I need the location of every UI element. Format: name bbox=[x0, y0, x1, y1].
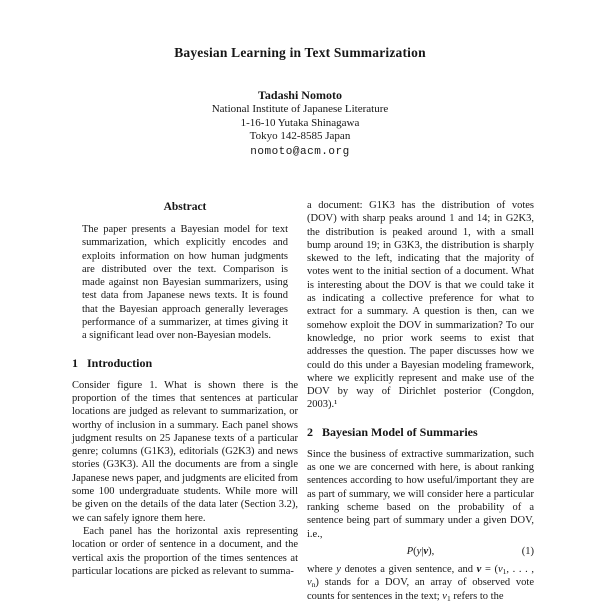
section-2-heading bbox=[307, 425, 534, 439]
intro-paragraph-2: Each panel has the horizontal axis representing location or order of sentence in a document, and the vertical axis the proportion of the times sentences at particular locations are picked as relevant to summa- bbox=[72, 525, 298, 577]
intro-paragraph-1: Consider figure 1. What is shown there is the proportion of the times that sentences at particular locations are judged as relevant to summarization, or worthy of inclusion in a summary. Each panel shows judgment results on 25 Japanese texts of a particular genre; columns (G1K3), editorials (G2K3) and news stories (G3K3). All the documents are from a single Japanese news paper, and judgments are elicited from some 100 undergraduate students. While more will be given on the details of the data later (Section 3.2), we can safely ignore them here. bbox=[72, 379, 298, 524]
author-affiliation: National Institute of Japanese Literature bbox=[211, 103, 389, 115]
section-1-heading bbox=[72, 356, 298, 370]
equation-number: (1) bbox=[521, 545, 534, 557]
left-column bbox=[72, 199, 298, 578]
author-email: nomoto@acm.org bbox=[250, 145, 350, 158]
author-city: Tokyo 142-8585 Japan bbox=[249, 130, 351, 142]
abstract-text: The paper presents a Bayesian model for text summarization, which explicitly encodes and exploits information on how human judgments are distributed over the text. Comparison is made against non Bayesian summarizers, using test data from Japanese news texts. It is found that the Bayesian approach generally leverages performance of a summarizer, at times giving it a significant lead over non-Bayesian models. bbox=[82, 224, 288, 342]
right-column bbox=[307, 199, 534, 603]
equation-1 bbox=[307, 545, 534, 558]
section-2-title: Bayesian Model of Summaries bbox=[322, 424, 478, 439]
where-paragraph: where y denotes a given sentence, and $v = (v_1$, . . . , $v_n$) stands for a DOV, an array of observed vote counts for sentences in the text; $v_1$ refers to the bbox=[307, 564, 535, 603]
section-1-title: Introduction bbox=[87, 355, 153, 370]
author-block bbox=[0, 88, 600, 159]
page-title: Bayesian Learning in Text Summarization bbox=[174, 45, 426, 60]
ranking-paragraph: Since the business of extractive summarization, such as one we are concerned with here, is about ranking sentences according to how useful/important they are as part of summary, we will consider here a particular ranking scheme based on the probability of a sentence being part of summary under a given DOV, i.e., bbox=[307, 448, 534, 540]
section-2-number: 2 bbox=[307, 424, 313, 439]
dov-paragraph: a document: G1K3 has the distribution of votes (DOV) with sharp peaks around 1 and 14; in G2K3, the distribution is peaked around 1, with a small bump around 19; in G3K3, the distribution is sharply skewed to the left, indicating that the majority of votes went to the initial section of a document. What is interesting about the DOV is that we could take it as indicating a collective preference for what to extract for a summary. A question is then, can we somehow exploit the DOV in summarization? To our knowledge, no prior work seems to exist that addresses the question. The paper discusses how we could do this under a Bayesian modeling framework, where we explicitly represent and make use of the DOV by way of Dirichlet posterior (Congdon, 2003).¹ bbox=[307, 200, 534, 411]
equation-formula: P(y|v), bbox=[406, 545, 435, 557]
author-address: 1-16-10 Yutaka Shinagawa bbox=[240, 116, 360, 129]
section-1-number: 1 bbox=[72, 355, 78, 370]
abstract-heading: Abstract bbox=[163, 201, 207, 213]
author-name: Tadashi Nomoto bbox=[258, 88, 342, 102]
